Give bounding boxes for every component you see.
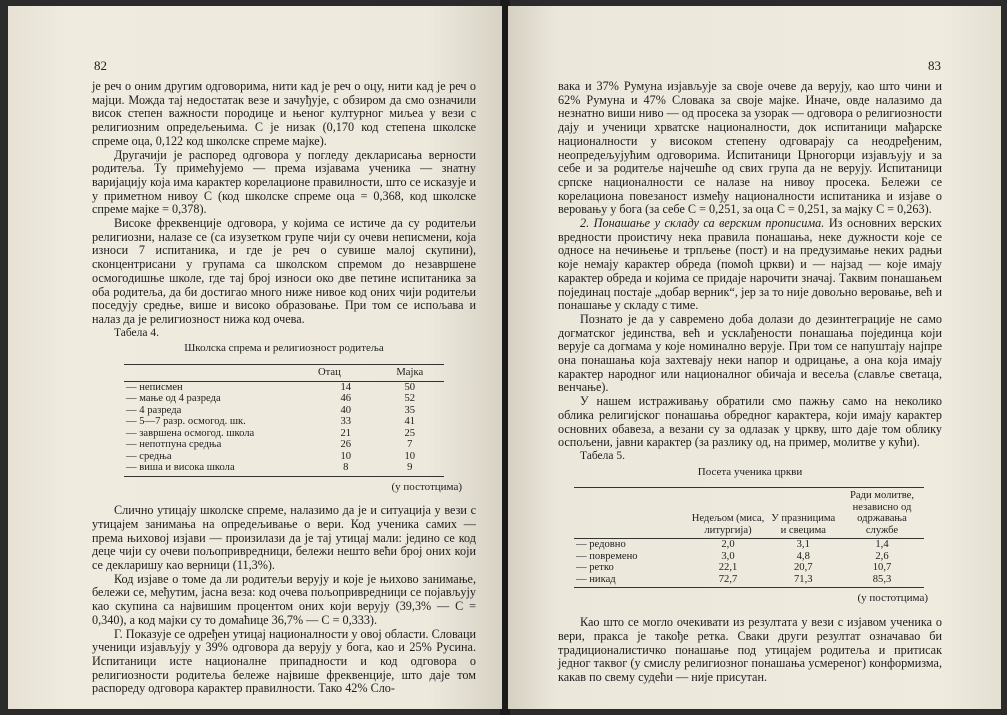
table-body (574, 539, 924, 588)
table-row (574, 551, 924, 563)
table-row (124, 416, 444, 428)
table-row (124, 381, 444, 393)
right-page (508, 6, 1001, 709)
table-row-label: — 5—7 разр. осмогод. шк. (126, 416, 246, 428)
table-cell: 4,8 (796, 550, 810, 562)
table-cell: 10 (404, 450, 416, 462)
table-header: У празницима и свецима (771, 513, 836, 536)
left-text-column (92, 80, 476, 696)
table-cell: 33 (340, 416, 352, 428)
paragraph: У нашем истраживању обратили смо пажњу само на неколико облика религијског понашања обредног карактера, који имају карактер основних обавеза, а везани су за одлазак у цркву, што даје том облику оспољени, јавни карактер (за разлику од, на пример, молитве у кући). (558, 394, 942, 450)
table-row-label: — завршена осмогод. школа (126, 427, 255, 439)
table-row-label: — никад (574, 574, 690, 588)
table-cell: 3,0 (721, 550, 735, 562)
table-cell: 8 (316, 462, 376, 476)
table-row (574, 574, 924, 588)
section-heading: 2. Понашање у складу са верским прописима. (580, 216, 825, 231)
table-cell: 72,7 (690, 574, 767, 588)
table-cell: 85,3 (840, 574, 924, 588)
page-number: 83 (928, 58, 941, 73)
table-cell: 1,4 (875, 539, 889, 551)
table-cell: 35 (404, 404, 416, 416)
paragraph: Код изјаве о томе да ли родитељи верују и које је њихово занимање, бележи се, међутим, јасна веза: код очева пољопривредници се појављују као скупина са највишим процентом оних који верују (39,3% — С = 0,340), а код мајки су то домаћице 36,7% — С = 0,333). (92, 571, 476, 627)
table-cell: 22,1 (718, 562, 738, 574)
paragraph: је реч о оним другим одговорима, нити кад је реч о оцу, нити кад је реч о мајци. Можда тај недостатак везе и зачуђује, с обзиром да смо означили висок степен важности породице и њеног културног миљеа у вези с религиозним опредељењима. С је низак (0,170 код степена школске спреме оца, 0,122 код школске спреме мајке). (92, 79, 476, 148)
left-page (8, 6, 502, 709)
table-cell: 20,7 (793, 562, 813, 574)
table-row (124, 439, 444, 451)
table-church-attendance (574, 487, 924, 588)
table-note: (у постотцима) (391, 480, 462, 493)
paragraph: Г. Показује се одређен утицај националности у овој области. Словаци ученици изјављују у 39% одговора да верују у бога, као и 25% Русина. Испитаници исте националне припадности и код одговора о религиозности родитеља бележе највише фреквенције, што даје том распореду одговора карактер правилности. Тако 42% Сло- (92, 626, 476, 696)
table-cell: 7 (407, 439, 413, 451)
table-row-label: — ретко (576, 562, 614, 574)
table-row (124, 428, 444, 440)
paragraph: вака и 37% Румуна изјављује за своје очеве да верују, као што чини и 62% Румуна и 47% Словака за своје мајке. Иначе, овде налазимо да незнатно виши ниво — од просека за узорак — одговора о религиозности дају и ученици хрватске националности, док испитаници мађарске националности у високом степену одговарају са неодређеним, неопредељујућим одговорима. Испитаници Црногорци изјављују и за себе и за родитеље најчешће од свих група да не верују. Испитаници српске националности се налазе на нивоу просека. Бележи се корелациона повезаност између националности испитаника и изјаве о веровању у бога (за себе С = 0,251, за оца С = 0,251, за мајку С = 0,263). (558, 79, 942, 217)
paragraph: Високе фреквенције одговора, у којима се истиче да су родитељи религиозни, налазе се (са изузетком групе чији су очеви неписмени, која износи 7 испитаника, и где је реч о сувише малој скупини), сконцентрисани у групама са школском спремом до незавршене осмогодишње школе, где тај број износи око две петине испитаника за оба родитеља, да би достигао много ниже нивое код оних чији родитељи поседују средње, више и високо образовање. При том се испољава и налаз да је религиозност нижа код очева. (92, 216, 476, 326)
table-cell: 52 (404, 393, 416, 405)
table-row-label: — редовно (576, 539, 626, 551)
table-header: Недељом (миса, литургија) (691, 513, 765, 536)
table-label: Табела 5. (580, 449, 625, 462)
table-cell: 41 (404, 416, 416, 428)
table-cell: 2,6 (875, 550, 889, 562)
table-cell: 71,3 (767, 574, 841, 588)
table-row (124, 462, 444, 476)
table-caption: Посета ученика цркви (697, 465, 803, 478)
table-row-label: — виша и висока школа (124, 462, 316, 476)
table-row-label: — мање од 4 разреда (126, 393, 221, 405)
table-row-label: — непотпуна средња (126, 439, 222, 451)
paragraph: Слично утицају школске спреме, налазимо да је и ситуација у вези с утицајем занимања на опредељивање о вери. Код ученика самих — према њиховој изјави — произилази да је тај утицај мали: једино се код деце чији су очеви пољопривредници, бележи нешто већи број оних који се декларишу као верници (11,3%). (92, 503, 476, 573)
table-row-label: — повремено (576, 550, 638, 562)
table-row-label: — средња (126, 450, 172, 462)
table-header-empty (574, 488, 690, 539)
paragraph: Другачији је распоред одговора у погледу декларисања верности родитеља. Ту примећујемо — према изјавама ученика — знатну варијацију која има карактер корелационе правилности, што се исказује и у приметном нивоу С (код школске спреме оца = 0,368, код школске спреме мајке = 0,378). (92, 147, 476, 217)
table-cell: 46 (340, 393, 352, 405)
paragraph (558, 217, 942, 313)
table-education-religiosity (124, 364, 444, 477)
table-cell: 21 (340, 427, 352, 439)
table-row (124, 405, 444, 417)
paragraph: Као што се могло очекивати из резултата у вези с изјавом ученика о вери, пракса је такође ретка. Сваки други резултат означавао би традиционалистичко понашање под утицајем родитеља и притисак једног таквог (у смислу религиозног понашања усмереног) конформизма, какав по свему судећи — није присутан. (558, 615, 942, 684)
table-row-label: — 4 разреда (126, 404, 182, 416)
table-row (574, 539, 924, 551)
table-cell: 10 (340, 450, 352, 462)
table-row (574, 562, 924, 574)
table-row-label: — неписмен (126, 381, 183, 393)
table-cell: 40 (340, 404, 352, 416)
table-header-empty (124, 365, 316, 382)
page-number: 82 (94, 58, 107, 73)
table-header: Ради молитве, независно од одржавања службе (849, 490, 915, 536)
table-caption: Школска спрема и религиозност родитеља (184, 342, 384, 355)
table-row (124, 451, 444, 463)
table-row (124, 393, 444, 405)
table-header: Отац (318, 367, 341, 379)
table-cell: 3,1 (796, 539, 810, 551)
table-cell: 2,0 (721, 539, 735, 551)
table-cell: 26 (340, 439, 352, 451)
right-text-column (558, 80, 942, 685)
paragraph: Познато је да у савремено доба долази до дезинтеграције не само догматског јединства, већ и усклађености понашања појединца који верује са догмама у које номинално верује. При том се напуштају најпре она понашања која захтевају неки напор и одрицање, а она која имају карактер народног или националног обичаја и весеља (славље светаца, венчање). (558, 311, 942, 395)
table-body (124, 381, 444, 476)
table-cell: 9 (376, 462, 444, 476)
table-cell: 14 (340, 381, 352, 393)
paragraph-text: Из основних верских вредности проистичу нека правила понашања, неке дужности које се односе на нечињење и трпљење (пост) и на предузимање неких радњи које немају карактер обреда (помоћ цркви) и — најзад — које имају карактер обреда и којима се придаје нарочити значај. Таквим понашањем појединац постаје „добар верник“, јер за то није довољно веровање, већ и понашање у складу с тиме. (558, 216, 942, 313)
table-cell: 50 (404, 381, 416, 393)
table-label: Табела 4. (114, 326, 159, 339)
table-header: Мајка (396, 367, 424, 379)
table-cell: 10,7 (872, 562, 892, 574)
table-cell: 25 (404, 427, 416, 439)
table-note: (у постотцима) (857, 592, 928, 605)
